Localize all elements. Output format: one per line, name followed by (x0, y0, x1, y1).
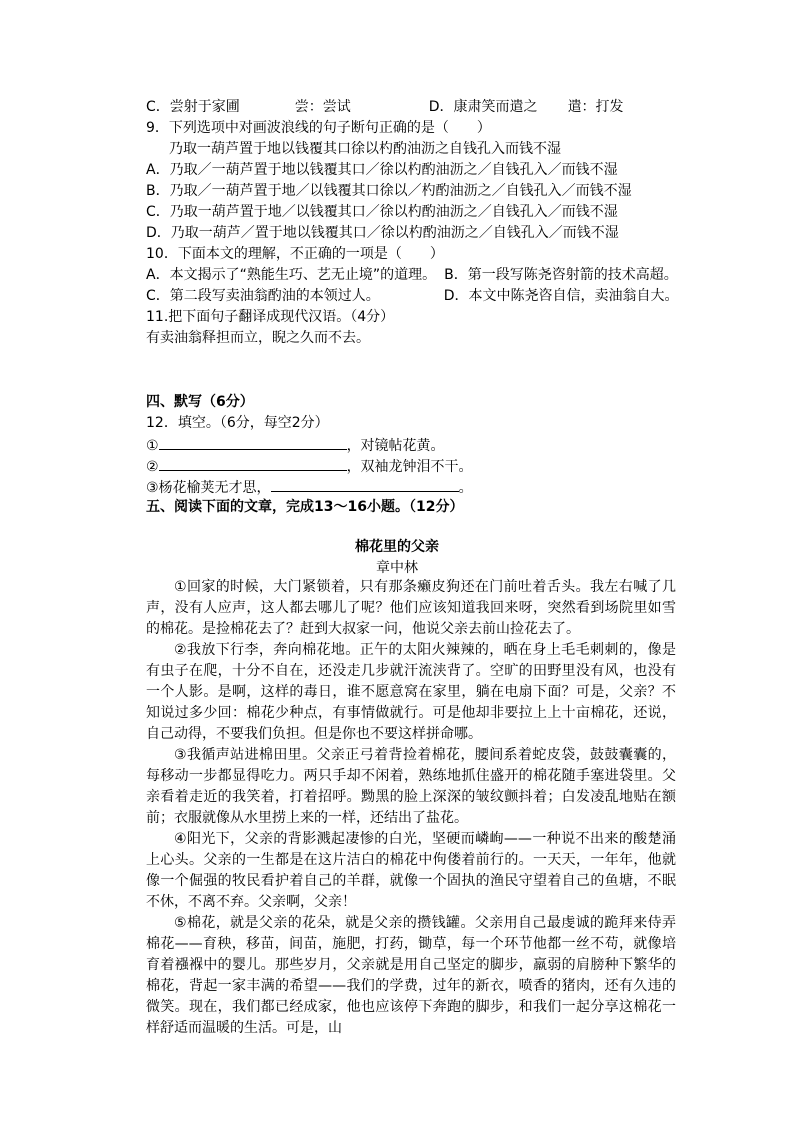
question-9-option-a: A．乃取／一葫芦置于地以钱覆其口／徐以杓酌油沥之／自钱孔入／而钱不湿 (146, 162, 618, 178)
question-9-option-d: D．乃取一葫芦／置于地以钱覆其口／徐以杓酌油沥之／自钱孔入／而钱不湿 (146, 225, 619, 241)
blank-2-text: ，双袖龙钟泪不干。 (346, 459, 473, 475)
article-paragraph-5: ⑤棉花，就是父亲的花朵，就是父亲的攒钱罐。父亲用自己最虔诚的跪拜来侍弄棉花——育秧，移苗，间苗，施肥，打药，锄草，每一个环节他都一丝不苟，就像培育着襁褓中的婴儿。那些岁月，父亲就是用自己坚定的脚步，羸弱的肩膀种下繁华的棉花，背起一家丰满的希望——我们的学费，过年的新衣，喷香的猪肉，还有久违的微笑。现在，我们都已经成家，他也应该停下奔跑的脚步，和我们一起分享这棉花一样舒适而温暖的生活。可是，山 (146, 915, 676, 1036)
article-title: 棉花里的父亲 (355, 539, 439, 555)
q10-option-c: C．第二段写卖油翁酌油的本领过人。 (146, 288, 380, 304)
q8-option-c: C．尝射于家圃 (146, 99, 240, 115)
question-12-stem: 12．填空。（6分，每空2分） (146, 415, 329, 431)
q10-option-a: A．本文揭示了“熟能生巧、艺无止境”的道理。 (146, 267, 437, 283)
q8-option-d-gloss: 遣：打发 (567, 99, 624, 115)
blank-1-number: ① (146, 438, 159, 454)
q8-option-d: D．康肃笑而遣之 (428, 99, 538, 115)
question-9-option-b: B．乃取／一葫芦置于地／以钱覆其口徐以／杓酌油沥之／自钱孔入／而钱不湿 (146, 183, 632, 199)
question-9-sentence: 乃取一葫芦置于地以钱覆其口徐以杓酌油沥之自钱孔入而钱不湿 (169, 141, 561, 157)
q10-option-d: D．本文中陈尧咨自信，卖油翁自大。 (443, 288, 679, 304)
blank-3-text-after: 。 (458, 480, 473, 496)
fill-blank-2 (146, 455, 473, 477)
blank-3-text-before: ③杨花榆荚无才思， (146, 480, 271, 496)
article-paragraph-4: ④阳光下，父亲的背影溅起凄惨的白光，坚硬而嶙峋——一种说不出来的酸楚涌上心头。父亲的一生都是在这片洁白的棉花中佝偻着前行的。一天天，一年年，他就像一个倔强的牧民看护着自己的羊群，就像一个固执的渔民守望着自己的鱼塘，不眠不休，不离不弃。父亲啊，父亲！ (146, 831, 676, 910)
question-10-options-cd (146, 286, 679, 306)
q10-option-b: B．第一段写陈尧咨射箭的技术高超。 (444, 267, 678, 283)
article-paragraph-2: ②我放下行李，奔向棉花地。正午的太阳火辣辣的，晒在身上毛毛刺刺的，像是有虫子在爬，十分不自在，还没走几步就汗流浃背了。空旷的田野里没有风，也没有一个人影。是啊，这样的毒日，谁不愿意窝在家里，躺在电扇下面？可是，父亲？不知说过多少回：棉花少种点，有事情做就行。可是他却非要拉上上十亩棉花，还说，自己动得，不要我们负担。但是你也不要这样拼命哪。 (146, 642, 676, 742)
question-10-options-ab (146, 265, 678, 285)
fill-blank-1 (146, 434, 445, 456)
q8-option-c-gloss: 尝：尝试 (294, 99, 351, 115)
article-paragraph-1: ①回家的时候，大门紧锁着，只有那条癞皮狗还在门前吐着舌头。我左右喊了几声，没有人应声，这人都去哪儿了呢？他们应该知道我回来呀，突然看到场院里如雪的棉花。是捡棉花去了？赶到大叔家一问，他说父亲去前山捡花去了。 (146, 579, 676, 637)
section-5-title: 五、阅读下面的文章，完成13～16小题。（12分） (146, 499, 464, 515)
question-11-sentence: 有卖油翁释担而立，睨之久而不去。 (146, 330, 370, 346)
blank-2-line[interactable] (159, 455, 347, 471)
blank-2-number: ② (146, 459, 159, 475)
question-9-stem: 9．下列选项中对画波浪线的句子断句正确的是（ ） (146, 120, 491, 136)
fill-blank-3 (146, 476, 473, 498)
question-11-stem: 11.把下面句子翻译成现代汉语。（4分） (146, 309, 395, 325)
blank-1-line[interactable] (159, 434, 347, 450)
section-4-title: 四、默写（6分） (146, 394, 254, 410)
question-8-options-cd (146, 97, 624, 117)
blank-3-line[interactable] (271, 476, 459, 492)
question-9-option-c: C．乃取一葫芦置于地／以钱覆其口／徐以杓酌油沥之／自钱孔入／而钱不湿 (146, 204, 618, 220)
article-paragraph-3: ③我循声站进棉田里。父亲正弓着背捡着棉花，腰间系着蛇皮袋，鼓鼓囊囊的，每移动一步都显得吃力。两只手却不闲着，熟练地抓住盛开的棉花随手塞进袋里。父亲看着走近的我笑着，打着招呼。黝黑的脸上深深的皱纹颤抖着；白发凌乱地贴在额前；衣服就像从水里捞上来的一样，还结出了盐花。 (146, 747, 676, 826)
article-author: 章中林 (376, 560, 418, 576)
blank-1-text: ，对镜帖花黄。 (346, 438, 445, 454)
question-10-stem: 10．下面本文的理解，不正确的一项是（ ） (146, 246, 444, 262)
